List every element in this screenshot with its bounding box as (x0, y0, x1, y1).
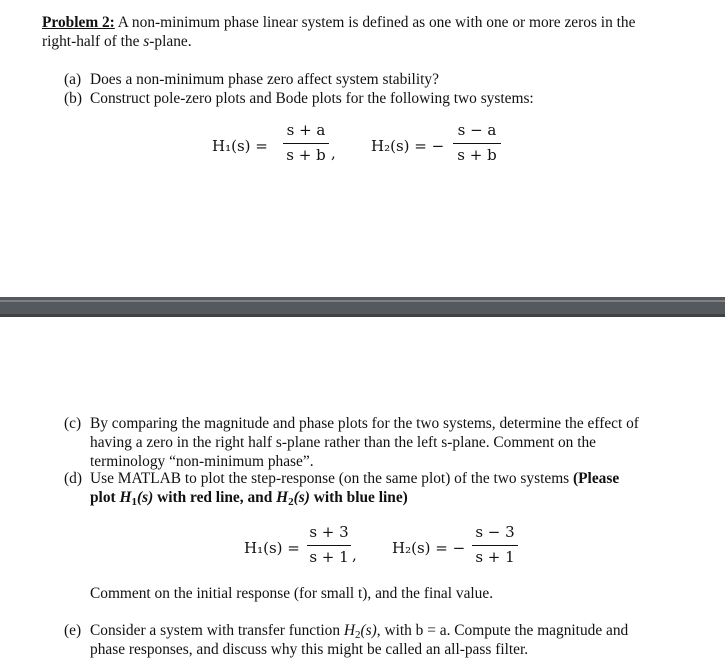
part-e-line1-b: , with b = a. Compute the magnitude and (376, 622, 629, 639)
part-d-h1-sub: 1 (131, 496, 137, 508)
part-d-h2-arg: (s) (293, 489, 310, 506)
separator-shadow (0, 314, 725, 317)
part-e-marker: (e) (64, 622, 82, 639)
part-d-line2-a: plot (90, 489, 120, 506)
eq2-h2-numerator: s − 3 (475, 523, 515, 541)
eq2-h1-denominator: s + 1 (309, 548, 349, 566)
part-c-line1: By comparing the magnitude and phase plots for the two systems, determine the effect of (90, 415, 639, 432)
part-c-line2: having a zero in the right half s-plane rather than the left s-plane. Comment on the (90, 434, 597, 451)
separator-highlight (0, 300, 725, 302)
eq2-comma: , (352, 546, 357, 564)
part-e-h2-arg: (s) (360, 622, 377, 639)
part-d-line2-c: with blue line) (309, 489, 408, 506)
part-a-text: Does a non-minimum phase zero affect system stability? (90, 71, 439, 88)
part-d-line1 (90, 469, 619, 488)
eq2-h2-fraction (472, 523, 518, 567)
part-e-h2-sub: 2 (355, 629, 361, 641)
intro-line2-pre: right-half of the (42, 33, 144, 50)
eq1-h2-numerator: s − a (457, 121, 497, 139)
eq2-h2-fraction-bar (472, 545, 518, 546)
eq2-h1-fraction (307, 523, 351, 567)
part-d-h1: H (119, 489, 132, 506)
part-b-text: Construct pole-zero plots and Bode plots for the following two systems: (90, 90, 534, 107)
part-d-marker: (d) (64, 470, 82, 487)
eq1-h2-fraction (453, 121, 501, 165)
eq1-comma: , (331, 144, 336, 162)
part-d-line1-bold: (Please (573, 470, 620, 487)
problem-label: Problem 2: (42, 14, 115, 31)
part-d-line2 (90, 488, 408, 512)
part-d-h2: H (276, 489, 289, 506)
part-e-line1-a: Consider a system with transfer function (90, 622, 344, 639)
intro-line2-var: s (143, 33, 150, 50)
part-b-marker: (b) (64, 90, 82, 107)
part-a-marker: (a) (64, 71, 82, 88)
eq2-h2-denominator: s + 1 (475, 548, 515, 566)
page-separator (0, 297, 725, 317)
eq1-h1-lhs: H₁(s) = (212, 137, 268, 155)
eq2-h1-fraction-bar (307, 545, 351, 546)
eq2-h2-lhs: H₂(s) = − (392, 539, 466, 557)
eq1-h2-lhs: H₂(s) = − (371, 137, 445, 155)
eq1-h2-fraction-bar (453, 143, 501, 144)
part-d-line2-b: with red line, and (153, 489, 277, 506)
eq2-h1-numerator: s + 3 (309, 523, 349, 541)
part-d-h2-sub: 2 (288, 496, 294, 508)
problem-intro-text: A non-minimum phase linear system is defined as one with one or more zeros in the (114, 14, 636, 31)
intro-line2-post: -plane. (149, 33, 192, 50)
eq1-h1-denominator: s + b (286, 146, 326, 164)
part-d-line1-text: Use MATLAB to plot the step-response (on the same plot) of the two systems (90, 470, 574, 487)
eq1-h2-denominator: s + b (457, 146, 497, 164)
eq1-h1-fraction-bar (283, 143, 329, 144)
problem-intro-line2 (42, 32, 192, 51)
part-c-line3: terminology “non-minimum phase”. (90, 453, 314, 470)
part-c-marker: (c) (64, 415, 82, 432)
problem-intro-line1 (42, 13, 635, 32)
part-e-line2: phase responses, and discuss why this might be called an all-pass filter. (90, 641, 529, 658)
eq2-h1-lhs: H₁(s) = (244, 539, 300, 557)
eq1-h1-fraction (283, 121, 329, 165)
part-d-h1-arg: (s) (137, 489, 154, 506)
comment-text: Comment on the initial response (for small t), and the final value. (90, 585, 494, 602)
part-e-h2: H (343, 622, 356, 639)
eq1-h1-numerator: s + a (286, 121, 326, 139)
